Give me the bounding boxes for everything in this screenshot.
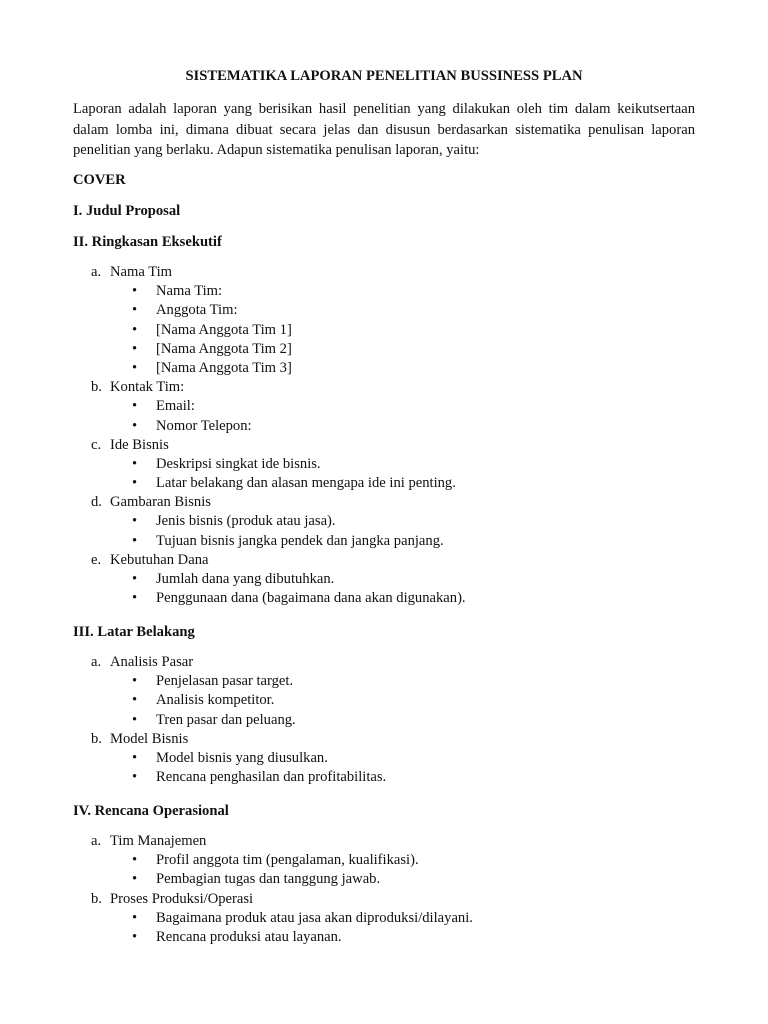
bullet-icon: • [132,359,138,376]
bullet-item [73,282,466,301]
heading-latar-belakang: III. Latar Belakang [73,624,195,640]
bullet-icon: • [132,532,138,549]
bullet-list [73,282,466,378]
bullet-icon: • [132,475,138,492]
list-item [73,551,466,609]
list-item-label [73,730,386,749]
bullet-icon: • [132,321,138,338]
bullet-text: Pembagian tugas dan tanggung jawab. [156,871,381,888]
list-item-letter: c. [91,436,102,453]
list-item [73,378,466,436]
list-item-label [73,551,466,570]
bullet-item [73,909,473,928]
bullet-item [73,672,386,691]
intro-paragraph: Laporan adalah laporan yang berisikan hasil penelitian yang dilakukan oleh tim dalam keikutsertaan dalam lomba ini, dimana dibuat secara jelas dan disusun berdasarkan sistematika penulisan laporan penelitian yang berlaku. Adapun sistematika penulisan laporan, yaitu: [73,101,695,158]
bullet-item [73,455,466,474]
bullet-item [73,570,466,589]
latar-list [73,653,386,787]
bullet-text: Profil anggota tim (pengalaman, kualifikasi). [156,852,419,869]
heading-judul-proposal: I. Judul Proposal [73,203,181,219]
list-item-label [73,832,473,851]
list-item-label [73,378,466,397]
list-item [73,730,386,788]
bullet-item [73,359,466,378]
bullet-icon: • [132,340,138,357]
bullet-text: [Nama Anggota Tim 2] [156,340,292,357]
bullet-icon: • [132,455,138,472]
bullet-text: Tren pasar dan peluang. [156,711,296,728]
bullet-icon: • [132,590,138,607]
list-item [73,890,473,948]
bullet-text: Nomor Telepon: [156,417,252,434]
list-item-text: Ide Bisnis [110,436,169,453]
bullet-item [73,749,386,768]
bullet-icon: • [132,909,138,926]
bullet-text: Rencana penghasilan dan profitabilitas. [156,769,387,786]
list-item-text: Proses Produksi/Operasi [110,890,254,907]
bullet-icon: • [132,871,138,888]
bullet-list [73,397,466,435]
list-item-text: Kebutuhan Dana [110,551,209,568]
bullet-icon: • [132,928,138,945]
bullet-list [73,851,473,889]
list-item-label [73,890,473,909]
list-item-letter: e. [91,551,102,568]
bullet-text: Analisis kompetitor. [156,692,275,709]
bullet-text: [Nama Anggota Tim 1] [156,321,292,338]
bullet-icon: • [132,302,138,319]
bullet-text: Anggota Tim: [156,302,238,319]
list-item-text: Nama Tim [110,264,173,280]
bullet-item [73,928,473,947]
list-item-label [73,263,466,282]
bullet-item [73,397,466,416]
bullet-list [73,570,466,608]
bullet-item [73,301,466,320]
heading-ringkasan-eksekutif: II. Ringkasan Eksekutif [73,234,222,250]
list-item-letter: b. [91,379,102,396]
bullet-item [73,321,466,340]
bullet-item [73,711,386,730]
list-item-label [73,653,386,672]
bullet-item [73,532,466,551]
bullet-list [73,672,386,730]
bullet-text: Rencana produksi atau layanan. [156,928,342,945]
bullet-text: Bagaimana produk atau jasa akan diproduksi/dilayani. [156,909,473,926]
operasional-list [73,832,473,947]
bullet-icon: • [132,283,138,300]
ringkasan-list [73,263,466,608]
list-item-label [73,493,466,512]
bullet-icon: • [132,749,138,766]
bullet-text: Jenis bisnis (produk atau jasa). [156,513,336,530]
bullet-item [73,851,473,870]
bullet-list [73,512,466,550]
bullet-item [73,870,473,889]
list-item [73,263,466,378]
list-item-text: Model Bisnis [110,730,189,747]
bullet-list [73,455,466,493]
heading-cover: COVER [73,172,126,188]
list-item-letter: d. [91,494,102,511]
list-item-letter: b. [91,730,102,747]
bullet-item [73,768,386,787]
list-item-text: Tim Manajemen [110,833,207,849]
bullet-text: Jumlah dana yang dibutuhkan. [156,571,335,587]
list-item-letter: a. [91,264,102,280]
list-item [73,653,386,730]
bullet-item [73,589,466,608]
bullet-text: Nama Tim: [156,283,223,300]
list-item [73,832,473,890]
list-item-text: Kontak Tim: [110,379,185,396]
list-item-letter: b. [91,890,102,907]
bullet-item [73,417,466,436]
bullet-text: Model bisnis yang diusulkan. [156,749,328,766]
list-item-text: Analisis Pasar [110,654,194,670]
bullet-text: Penjelasan pasar target. [156,673,294,690]
list-item [73,436,466,494]
bullet-item [73,691,386,710]
bullet-text: [Nama Anggota Tim 3] [156,359,292,376]
bullet-icon: • [132,398,138,415]
bullet-list [73,749,386,787]
bullet-item [73,340,466,359]
bullet-icon: • [132,692,138,709]
list-item-label [73,436,466,455]
bullet-icon: • [132,852,138,869]
bullet-text: Tujuan bisnis jangka pendek dan jangka panjang. [156,532,444,549]
bullet-icon: • [132,673,138,690]
list-item-letter: a. [91,833,102,849]
list-item [73,493,466,551]
bullet-icon: • [132,513,138,530]
list-item-text: Gambaran Bisnis [110,494,211,511]
bullet-text: Deskripsi singkat ide bisnis. [156,455,321,472]
bullet-item [73,474,466,493]
document-title: SISTEMATIKA LAPORAN PENELITIAN BUSSINESS PLAN [185,68,583,84]
bullet-text: Penggunaan dana (bagaimana dana akan digunakan). [156,590,466,607]
bullet-list [73,909,473,947]
bullet-icon: • [132,769,138,786]
bullet-item [73,512,466,531]
list-item-letter: a. [91,654,102,670]
bullet-text: Latar belakang dan alasan mengapa ide ini penting. [156,475,456,492]
bullet-icon: • [132,571,138,587]
bullet-icon: • [132,711,138,728]
heading-rencana-operasional: IV. Rencana Operasional [73,803,229,819]
bullet-icon: • [132,417,138,434]
bullet-text: Email: [156,398,195,415]
